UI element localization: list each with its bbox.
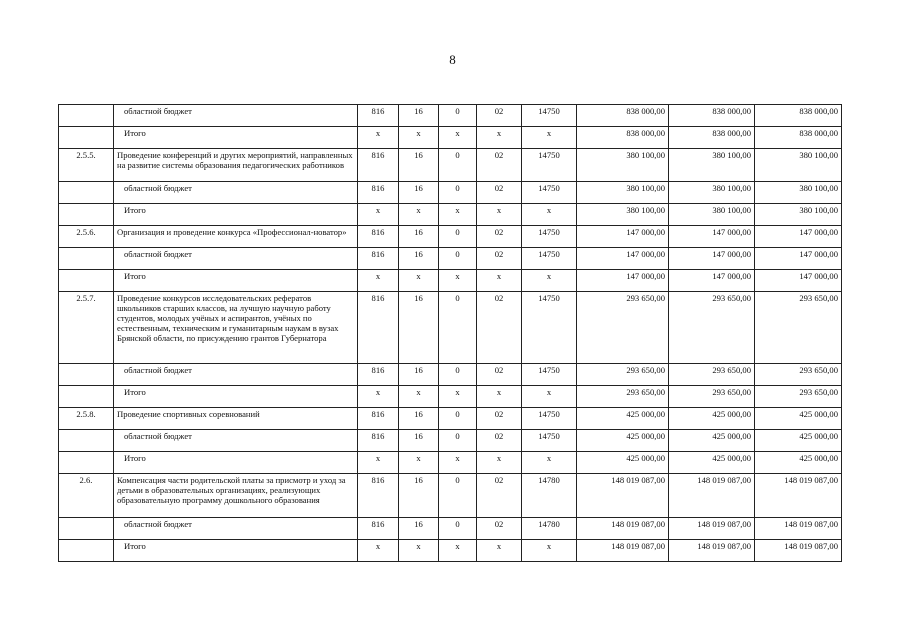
table-row — [59, 127, 842, 149]
code-target: 14750 — [522, 292, 577, 364]
code-subsection: х — [439, 127, 477, 149]
code-ministry: 816 — [358, 292, 399, 364]
row-name: областной бюджет — [114, 430, 358, 452]
code-ministry: х — [358, 270, 399, 292]
amount-year-1: 293 650,00 — [577, 364, 669, 386]
code-ministry: 816 — [358, 226, 399, 248]
code-program: 02 — [477, 149, 522, 182]
table-row — [59, 149, 842, 182]
row-number — [59, 270, 114, 292]
amount-year-3: 147 000,00 — [755, 248, 842, 270]
row-name: Организация и проведение конкурса «Профессионал-новатор» — [114, 226, 358, 248]
amount-year-2: 293 650,00 — [669, 364, 755, 386]
amount-year-3: 147 000,00 — [755, 226, 842, 248]
code-target: х — [522, 127, 577, 149]
amount-year-1: 293 650,00 — [577, 292, 669, 364]
table-row — [59, 518, 842, 540]
amount-year-2: 380 100,00 — [669, 182, 755, 204]
table-row — [59, 182, 842, 204]
code-section: х — [399, 540, 439, 562]
code-target: 14780 — [522, 518, 577, 540]
row-number — [59, 105, 114, 127]
code-ministry: 816 — [358, 105, 399, 127]
code-target: 14750 — [522, 430, 577, 452]
code-program: х — [477, 452, 522, 474]
code-ministry: 816 — [358, 364, 399, 386]
budget-table — [58, 104, 842, 562]
code-target: 14750 — [522, 105, 577, 127]
code-section: х — [399, 452, 439, 474]
code-subsection: х — [439, 386, 477, 408]
code-target: х — [522, 270, 577, 292]
code-section: х — [399, 127, 439, 149]
row-number — [59, 127, 114, 149]
amount-year-2: 380 100,00 — [669, 149, 755, 182]
code-subsection: х — [439, 540, 477, 562]
amount-year-3: 380 100,00 — [755, 149, 842, 182]
amount-year-1: 380 100,00 — [577, 204, 669, 226]
amount-year-1: 425 000,00 — [577, 452, 669, 474]
code-target: х — [522, 452, 577, 474]
amount-year-3: 147 000,00 — [755, 270, 842, 292]
code-target: 14750 — [522, 248, 577, 270]
code-target: 14780 — [522, 474, 577, 518]
amount-year-1: 838 000,00 — [577, 105, 669, 127]
row-name: Проведение конференций и других мероприятий, направленных на развитие системы образования педагогических работников — [114, 149, 358, 182]
amount-year-3: 425 000,00 — [755, 452, 842, 474]
code-program: х — [477, 204, 522, 226]
code-subsection: х — [439, 452, 477, 474]
row-number — [59, 182, 114, 204]
table-row — [59, 270, 842, 292]
row-name: областной бюджет — [114, 518, 358, 540]
row-name: Проведение спортивных соревнований — [114, 408, 358, 430]
table-row — [59, 364, 842, 386]
code-target: х — [522, 540, 577, 562]
code-program: х — [477, 127, 522, 149]
row-number — [59, 248, 114, 270]
row-number — [59, 430, 114, 452]
code-subsection: 0 — [439, 408, 477, 430]
code-ministry: х — [358, 204, 399, 226]
amount-year-1: 147 000,00 — [577, 248, 669, 270]
amount-year-2: 425 000,00 — [669, 430, 755, 452]
code-program: 02 — [477, 105, 522, 127]
row-number: 2.6. — [59, 474, 114, 518]
row-number: 2.5.8. — [59, 408, 114, 430]
row-number: 2.5.5. — [59, 149, 114, 182]
code-program: 02 — [477, 408, 522, 430]
amount-year-2: 425 000,00 — [669, 408, 755, 430]
code-subsection: 0 — [439, 182, 477, 204]
table-row — [59, 408, 842, 430]
row-name: областной бюджет — [114, 364, 358, 386]
row-name: областной бюджет — [114, 105, 358, 127]
code-ministry: 816 — [358, 248, 399, 270]
code-section: 16 — [399, 248, 439, 270]
code-program: 02 — [477, 430, 522, 452]
code-ministry: 816 — [358, 182, 399, 204]
code-section: 16 — [399, 105, 439, 127]
code-subsection: 0 — [439, 474, 477, 518]
table-row — [59, 292, 842, 364]
code-program: х — [477, 540, 522, 562]
code-section: 16 — [399, 474, 439, 518]
code-section: 16 — [399, 149, 439, 182]
table-row — [59, 430, 842, 452]
row-name: Итого — [114, 540, 358, 562]
amount-year-1: 838 000,00 — [577, 127, 669, 149]
amount-year-1: 148 019 087,00 — [577, 540, 669, 562]
row-number — [59, 386, 114, 408]
code-ministry: 816 — [358, 518, 399, 540]
amount-year-2: 380 100,00 — [669, 204, 755, 226]
amount-year-2: 425 000,00 — [669, 452, 755, 474]
row-number — [59, 364, 114, 386]
amount-year-2: 293 650,00 — [669, 292, 755, 364]
code-target: х — [522, 204, 577, 226]
table-row — [59, 248, 842, 270]
amount-year-3: 148 019 087,00 — [755, 540, 842, 562]
code-section: х — [399, 204, 439, 226]
row-name: Проведение конкурсов исследовательских рефератов школьников старших классов, на лучшую научную работу студентов, молодых учёных и аспирантов, учёных по естественным, техническим и гуманитарным наукам в вузах Брянской области, по присуждению грантов Губернатора — [114, 292, 358, 364]
code-subsection: 0 — [439, 105, 477, 127]
amount-year-1: 148 019 087,00 — [577, 474, 669, 518]
code-subsection: 0 — [439, 430, 477, 452]
code-ministry: 816 — [358, 474, 399, 518]
table-body — [59, 105, 842, 562]
amount-year-1: 380 100,00 — [577, 182, 669, 204]
page-number: 8 — [449, 52, 456, 67]
code-subsection: 0 — [439, 226, 477, 248]
row-name: Итого — [114, 127, 358, 149]
code-program: 02 — [477, 518, 522, 540]
amount-year-3: 293 650,00 — [755, 292, 842, 364]
row-number: 2.5.6. — [59, 226, 114, 248]
amount-year-1: 148 019 087,00 — [577, 518, 669, 540]
code-subsection: 0 — [439, 364, 477, 386]
code-program: 02 — [477, 248, 522, 270]
row-name: областной бюджет — [114, 248, 358, 270]
row-name: областной бюджет — [114, 182, 358, 204]
code-program: х — [477, 270, 522, 292]
code-program: х — [477, 386, 522, 408]
code-program: 02 — [477, 364, 522, 386]
table-row — [59, 474, 842, 518]
code-ministry: х — [358, 127, 399, 149]
code-target: 14750 — [522, 364, 577, 386]
code-ministry: 816 — [358, 149, 399, 182]
amount-year-3: 425 000,00 — [755, 408, 842, 430]
table-row — [59, 105, 842, 127]
code-section: 16 — [399, 364, 439, 386]
amount-year-3: 148 019 087,00 — [755, 518, 842, 540]
code-target: 14750 — [522, 226, 577, 248]
code-ministry: 816 — [358, 408, 399, 430]
amount-year-3: 293 650,00 — [755, 386, 842, 408]
row-number — [59, 452, 114, 474]
table-row — [59, 204, 842, 226]
row-name: Итого — [114, 270, 358, 292]
code-subsection: 0 — [439, 149, 477, 182]
code-target: х — [522, 386, 577, 408]
code-program: 02 — [477, 226, 522, 248]
row-name: Компенсация части родительской платы за присмотр и уход за детьми в образовательных организациях, реализующих образовательную программу дошкольного образования — [114, 474, 358, 518]
code-ministry: 816 — [358, 430, 399, 452]
code-ministry: х — [358, 540, 399, 562]
amount-year-2: 148 019 087,00 — [669, 474, 755, 518]
code-subsection: 0 — [439, 292, 477, 364]
code-section: 16 — [399, 292, 439, 364]
amount-year-2: 147 000,00 — [669, 248, 755, 270]
row-name: Итого — [114, 386, 358, 408]
code-section: 16 — [399, 408, 439, 430]
amount-year-3: 838 000,00 — [755, 105, 842, 127]
code-target: 14750 — [522, 182, 577, 204]
amount-year-3: 148 019 087,00 — [755, 474, 842, 518]
amount-year-2: 147 000,00 — [669, 270, 755, 292]
amount-year-1: 147 000,00 — [577, 270, 669, 292]
code-target: 14750 — [522, 408, 577, 430]
amount-year-3: 838 000,00 — [755, 127, 842, 149]
code-section: 16 — [399, 226, 439, 248]
code-program: 02 — [477, 474, 522, 518]
amount-year-2: 147 000,00 — [669, 226, 755, 248]
amount-year-3: 293 650,00 — [755, 364, 842, 386]
code-section: х — [399, 386, 439, 408]
row-number — [59, 204, 114, 226]
code-target: 14750 — [522, 149, 577, 182]
code-subsection: х — [439, 204, 477, 226]
code-program: 02 — [477, 182, 522, 204]
row-name: Итого — [114, 452, 358, 474]
code-subsection: 0 — [439, 518, 477, 540]
amount-year-2: 148 019 087,00 — [669, 540, 755, 562]
code-section: 16 — [399, 518, 439, 540]
amount-year-3: 425 000,00 — [755, 430, 842, 452]
amount-year-1: 147 000,00 — [577, 226, 669, 248]
amount-year-1: 425 000,00 — [577, 408, 669, 430]
row-number: 2.5.7. — [59, 292, 114, 364]
code-ministry: х — [358, 452, 399, 474]
amount-year-3: 380 100,00 — [755, 182, 842, 204]
amount-year-2: 148 019 087,00 — [669, 518, 755, 540]
code-subsection: 0 — [439, 248, 477, 270]
table-row — [59, 540, 842, 562]
table-row — [59, 386, 842, 408]
code-ministry: х — [358, 386, 399, 408]
row-number — [59, 540, 114, 562]
code-section: 16 — [399, 430, 439, 452]
table-row — [59, 452, 842, 474]
amount-year-3: 380 100,00 — [755, 204, 842, 226]
amount-year-1: 425 000,00 — [577, 430, 669, 452]
amount-year-1: 293 650,00 — [577, 386, 669, 408]
code-subsection: х — [439, 270, 477, 292]
code-section: 16 — [399, 182, 439, 204]
amount-year-2: 838 000,00 — [669, 127, 755, 149]
amount-year-2: 838 000,00 — [669, 105, 755, 127]
code-program: 02 — [477, 292, 522, 364]
table-row — [59, 226, 842, 248]
code-section: х — [399, 270, 439, 292]
amount-year-2: 293 650,00 — [669, 386, 755, 408]
amount-year-1: 380 100,00 — [577, 149, 669, 182]
row-number — [59, 518, 114, 540]
row-name: Итого — [114, 204, 358, 226]
